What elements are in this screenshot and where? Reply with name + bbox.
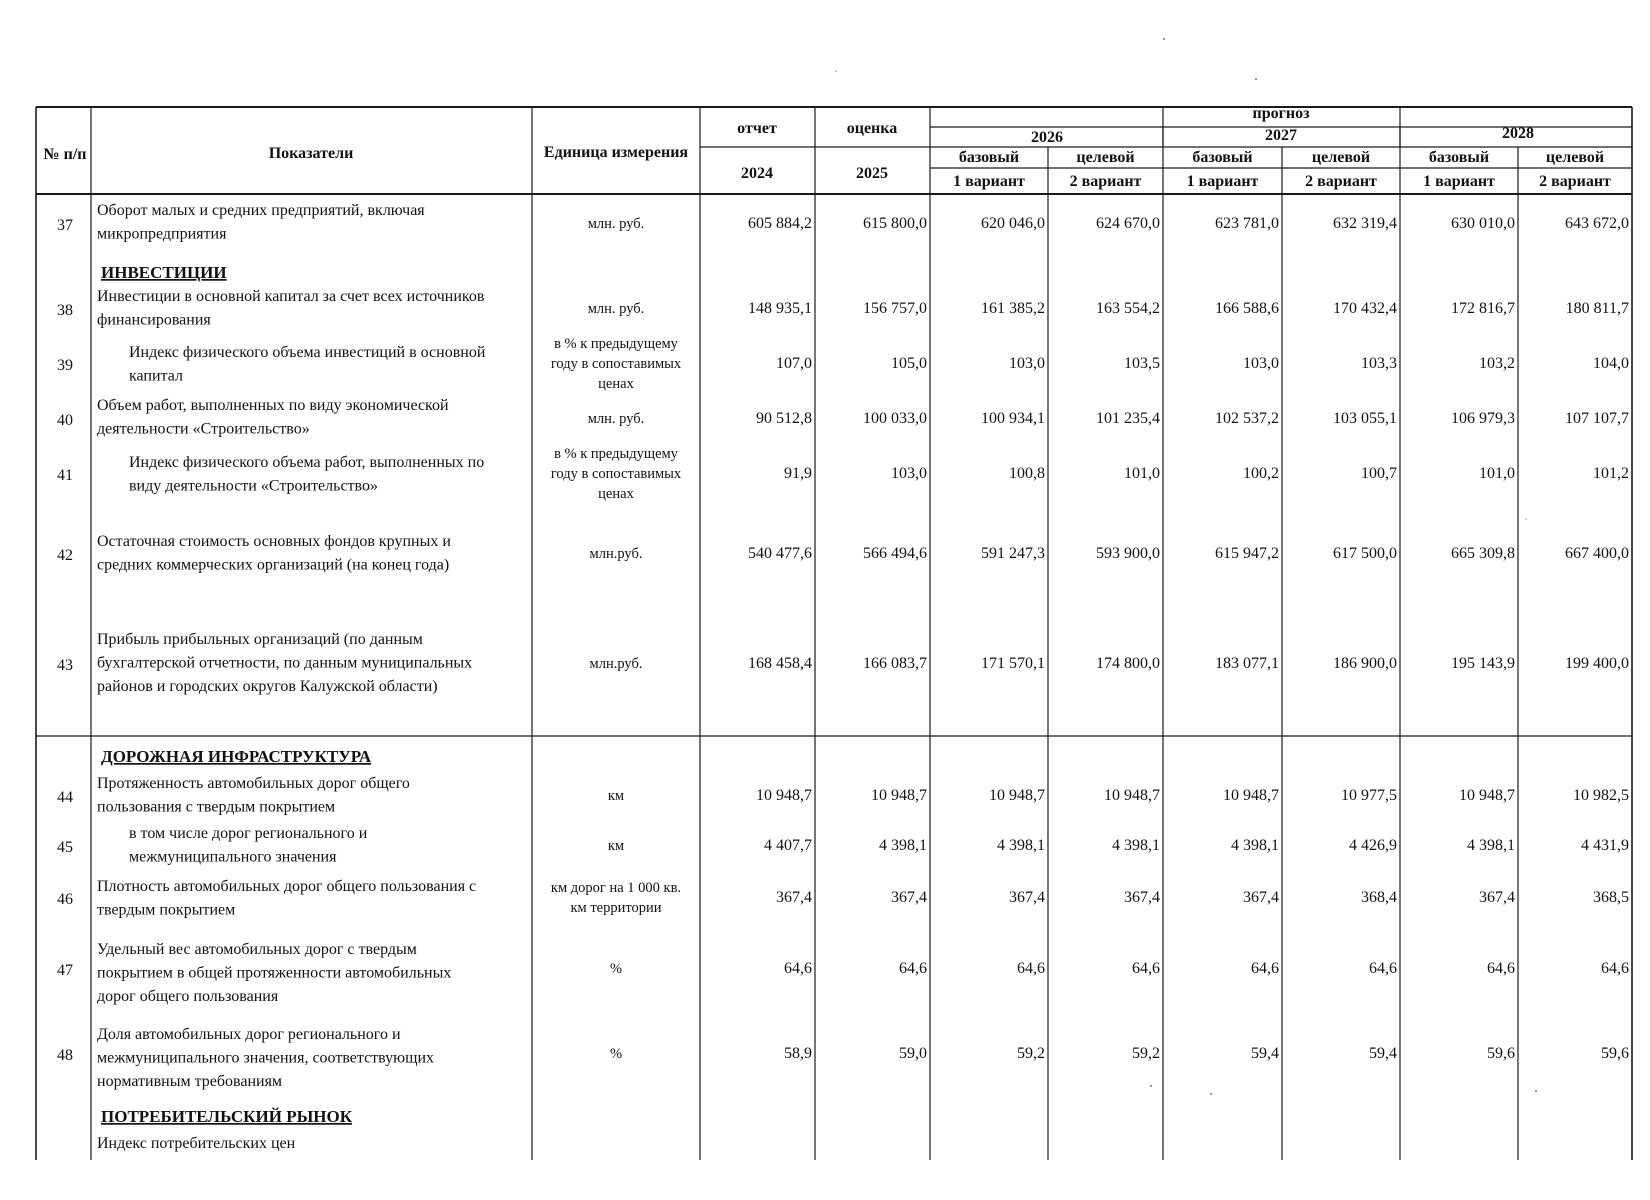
value-cell: 615 800,0 (863, 215, 927, 232)
header-report: отчет (737, 120, 777, 137)
indicator-name-line: межмуниципального значения (129, 848, 337, 866)
indicator-name-line: деятельности «Строительство» (97, 420, 310, 438)
value-cell: 540 477,6 (748, 545, 812, 562)
header-year-2024: 2024 (741, 165, 773, 182)
value-cell: 148 935,1 (748, 300, 812, 317)
value-cell: 100 033,0 (863, 410, 927, 427)
section-heading: ПОТРЕБИТЕЛЬСКИЙ РЫНОК (101, 1107, 353, 1126)
header-year-2026: 2026 (1031, 129, 1063, 146)
header-target-2: целевой (1545, 149, 1605, 166)
value-cell: 100,2 (1243, 465, 1279, 482)
value-cell: 665 309,8 (1451, 545, 1515, 562)
value-cell: 103,0 (1009, 355, 1045, 372)
row-number: 42 (57, 547, 73, 564)
value-cell: 103,0 (891, 465, 927, 482)
value-cell: 166 083,7 (863, 655, 927, 672)
value-cell: 367,4 (776, 889, 812, 906)
value-cell: 64,6 (784, 960, 812, 977)
indicator-name-line: капитал (129, 367, 183, 385)
value-cell: 4 407,7 (764, 837, 812, 854)
value-cell: 59,2 (1132, 1045, 1160, 1062)
value-cell: 101,0 (1479, 465, 1515, 482)
value-cell: 161 385,2 (981, 300, 1045, 317)
indicator-name-line: Протяженность автомобильных дорог общего (97, 775, 410, 792)
value-cell: 10 948,7 (1223, 787, 1279, 804)
unit-cell: млн. руб. (587, 216, 645, 232)
value-cell: 620 046,0 (981, 215, 1045, 232)
value-cell: 367,4 (1124, 889, 1160, 906)
value-cell: 615 947,2 (1215, 545, 1279, 562)
indicator-name-line: Прибыль прибыльных организаций (по данным (97, 631, 423, 648)
indicator-name-line: Оборот малых и средних предприятий, включая (97, 202, 425, 219)
unit-cell: км дорог на 1 000 кв. (550, 880, 682, 896)
unit-cell: млн. руб. (587, 411, 645, 427)
value-cell: 623 781,0 (1215, 215, 1279, 232)
indicator-name-line: в том числе дорог регионального и (129, 825, 368, 842)
value-cell: 10 982,5 (1573, 787, 1629, 804)
value-cell: 64,6 (1369, 960, 1397, 977)
unit-cell: году в сопоставимых (550, 466, 682, 482)
value-cell: 103,2 (1479, 355, 1515, 372)
value-cell: 4 398,1 (1112, 837, 1160, 854)
section-heading: ДОРОЖНАЯ ИНФРАСТРУКТУРА (101, 747, 372, 766)
row-number: 40 (57, 412, 73, 429)
row-number: 41 (57, 467, 73, 484)
value-cell: 166 588,6 (1215, 300, 1279, 317)
row-number: 44 (57, 789, 73, 806)
value-cell: 64,6 (1132, 960, 1160, 977)
row-number: 45 (57, 839, 73, 856)
value-cell: 100,7 (1361, 465, 1397, 482)
unit-cell: ценах (598, 486, 634, 502)
indicator-name-line: районов и городских округов Калужской области) (97, 678, 438, 695)
indicator-name-line: финансирования (97, 311, 211, 329)
row-number: 38 (57, 302, 73, 319)
value-cell: 367,4 (891, 889, 927, 906)
value-cell: 367,4 (1479, 889, 1515, 906)
header-var1-1: 1 вариант (1186, 173, 1259, 190)
value-cell: 105,0 (891, 355, 927, 372)
row-number: 47 (57, 962, 73, 979)
value-cell: 368,5 (1593, 889, 1629, 906)
indicator-name-line: межмуниципального значения, соответствующих (97, 1049, 435, 1067)
header-var2-1: 2 вариант (1305, 173, 1377, 190)
indicator-name-line: Индекс физического объема работ, выполненных по (129, 454, 485, 471)
value-cell: 91,9 (784, 465, 812, 482)
value-cell: 101,0 (1124, 465, 1160, 482)
header-target-0: целевой (1076, 149, 1135, 166)
unit-cell: км территории (570, 900, 662, 916)
row-number: 48 (57, 1047, 73, 1064)
value-cell: 59,6 (1601, 1045, 1629, 1062)
value-cell: 174 800,0 (1096, 655, 1160, 672)
value-cell: 103,3 (1361, 355, 1397, 372)
indicator-name-line: Остаточная стоимость основных фондов крупных и (97, 533, 451, 550)
unit-cell: млн.руб. (589, 546, 643, 562)
indicator-name-line: Индекс физического объема инвестиций в основной (129, 344, 486, 361)
value-cell: 10 948,7 (871, 787, 927, 804)
value-cell: 4 426,9 (1349, 837, 1397, 854)
value-cell: 605 884,2 (748, 215, 812, 232)
value-cell: 4 398,1 (1231, 837, 1279, 854)
value-cell: 643 672,0 (1565, 215, 1629, 232)
value-cell: 107,0 (776, 355, 812, 372)
header-target-1: целевой (1311, 149, 1371, 166)
indicator-name-line: средних коммерческих организаций (на конец года) (97, 556, 450, 574)
indicator-name-line: Объем работ, выполненных по виду экономической (97, 397, 449, 414)
value-cell: 624 670,0 (1096, 215, 1160, 232)
header-base-1: базовый (1192, 149, 1253, 166)
value-cell: 168 458,4 (748, 655, 812, 672)
header-var1-2: 1 вариант (1423, 173, 1495, 190)
value-cell: 667 400,0 (1565, 545, 1629, 562)
value-cell: 103 055,1 (1333, 410, 1397, 427)
value-cell: 171 570,1 (981, 655, 1045, 672)
value-cell: 566 494,6 (863, 545, 927, 562)
indicator-name-line: бухгалтерской отчетности, по данным муниципальных (97, 654, 473, 672)
value-cell: 103,5 (1124, 355, 1160, 372)
row-number: 39 (57, 357, 73, 374)
value-cell: 102 537,2 (1215, 410, 1279, 427)
header-base-2: базовый (1428, 149, 1490, 166)
value-cell: 593 900,0 (1096, 545, 1160, 562)
value-cell: 101,2 (1593, 465, 1629, 482)
value-cell: 103,0 (1243, 355, 1279, 372)
value-cell: 591 247,3 (981, 545, 1045, 562)
header-var1-0: 1 вариант (953, 173, 1025, 190)
value-cell: 100 934,1 (981, 410, 1045, 427)
header-forecast: прогноз (1252, 105, 1310, 122)
value-cell: 59,4 (1369, 1045, 1397, 1062)
unit-cell: % (609, 1046, 623, 1062)
value-cell: 163 554,2 (1096, 300, 1160, 317)
header-unit: Единица измерения (543, 144, 689, 161)
value-cell: 101 235,4 (1096, 410, 1160, 427)
header-year-2028: 2028 (1502, 125, 1534, 142)
row-number: 43 (57, 657, 73, 674)
value-cell: 170 432,4 (1333, 300, 1397, 317)
value-cell: 10 948,7 (756, 787, 812, 804)
indicator-name-line: микропредприятия (97, 225, 227, 243)
value-cell: 630 010,0 (1451, 215, 1515, 232)
indicator-name-line: Доля автомобильных дорог регионального и (97, 1026, 401, 1043)
value-cell: 4 398,1 (879, 837, 927, 854)
indicator-name-line: пользования с твердым покрытием (97, 798, 336, 816)
value-cell: 617 500,0 (1333, 545, 1397, 562)
unit-cell: в % к предыдущему (554, 336, 678, 352)
indicator-name-line: Инвестиции в основной капитал за счет всех источников (97, 288, 485, 305)
value-cell: 4 431,9 (1581, 837, 1629, 854)
value-cell: 106 979,3 (1451, 410, 1515, 427)
value-cell: 107 107,7 (1565, 410, 1629, 427)
value-cell: 64,6 (1487, 960, 1515, 977)
header-var2-0: 2 вариант (1069, 173, 1142, 190)
value-cell: 10 977,5 (1341, 787, 1397, 804)
value-cell: 368,4 (1361, 889, 1397, 906)
header-num: № п/п (43, 146, 87, 163)
value-cell: 10 948,7 (1459, 787, 1515, 804)
indicator-name-line: нормативным требованиям (97, 1073, 283, 1090)
unit-cell: км (607, 788, 625, 804)
unit-cell: году в сопоставимых (550, 356, 682, 372)
value-cell: 64,6 (899, 960, 927, 977)
row-number: 46 (57, 891, 73, 908)
value-cell: 10 948,7 (989, 787, 1045, 804)
row-number: 37 (57, 217, 73, 234)
value-cell: 100,8 (1009, 465, 1045, 482)
value-cell: 172 816,7 (1451, 300, 1515, 317)
value-cell: 10 948,7 (1104, 787, 1160, 804)
value-cell: 367,4 (1243, 889, 1279, 906)
value-cell: 186 900,0 (1333, 655, 1397, 672)
value-cell: 64,6 (1017, 960, 1045, 977)
header-base-0: базовый (958, 149, 1020, 166)
value-cell: 64,6 (1251, 960, 1279, 977)
value-cell: 58,9 (784, 1045, 812, 1062)
unit-cell: млн.руб. (589, 656, 643, 672)
value-cell: 59,0 (899, 1045, 927, 1062)
indicator-name-line: виду деятельности «Строительство» (129, 477, 378, 495)
value-cell: 59,2 (1017, 1045, 1045, 1062)
value-cell: 59,4 (1251, 1045, 1279, 1062)
section-heading: ИНВЕСТИЦИИ (101, 263, 227, 282)
value-cell: 64,6 (1601, 960, 1629, 977)
unit-cell: % (609, 961, 623, 977)
header-indicators: Показатели (268, 145, 354, 162)
header-estimate: оценка (846, 120, 898, 137)
unit-cell: км (607, 838, 625, 854)
value-cell: 199 400,0 (1565, 655, 1629, 672)
value-cell: 195 143,9 (1451, 655, 1515, 672)
value-cell: 90 512,8 (756, 410, 812, 427)
value-cell: 183 077,1 (1215, 655, 1279, 672)
indicator-name-line: твердым покрытием (97, 901, 236, 919)
value-cell: 4 398,1 (1467, 837, 1515, 854)
value-cell: 59,6 (1487, 1045, 1515, 1062)
value-cell: 4 398,1 (997, 837, 1045, 854)
unit-cell: млн. руб. (587, 301, 645, 317)
header-year-2025: 2025 (856, 165, 888, 182)
indicator-name-line: Плотность автомобильных дорог общего пользования с (97, 878, 477, 895)
value-cell: 156 757,0 (863, 300, 927, 317)
unit-cell: в % к предыдущему (554, 446, 678, 462)
indicator-name-line: дорог общего пользования (97, 988, 279, 1005)
unit-cell: ценах (598, 376, 634, 392)
value-cell: 367,4 (1009, 889, 1045, 906)
indicator-name-line: Индекс потребительских цен (97, 1135, 296, 1152)
value-cell: 104,0 (1593, 355, 1629, 372)
indicator-name-line: Удельный вес автомобильных дорог с твердым (97, 941, 417, 958)
header-year-2027: 2027 (1265, 127, 1297, 144)
indicator-name-line: покрытием в общей протяженности автомобильных (97, 964, 452, 982)
value-cell: 632 319,4 (1333, 215, 1397, 232)
header-var2-2: 2 вариант (1539, 173, 1611, 190)
value-cell: 180 811,7 (1565, 300, 1629, 317)
